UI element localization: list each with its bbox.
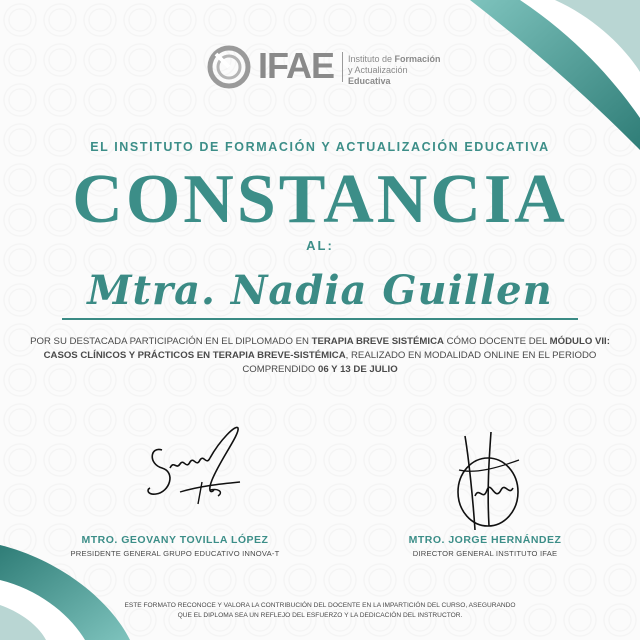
signatory-right-role: DIRECTOR GENERAL INSTITUTO IFAE <box>412 549 558 558</box>
footer-note: ESTE FORMATO RECONOCE Y VALORA LA CONTRIBUCIÓN DEL DOCENTE EN LA IMPARTICIÓN DEL CURSO, ASEGURANDO QUE EL DIPLOMA SEA UN REFLEJO DEL ESFUERZO Y LA DEDICACIÓN DEL INSTRUCTOR. <box>124 602 516 619</box>
to-label: AL: <box>306 238 334 253</box>
ifae-ring-logo-icon <box>206 44 252 90</box>
certificate-title: CONSTANCIA <box>72 161 568 238</box>
institution-heading: EL INSTITUTO DE FORMACIÓN Y ACTUALIZACIÓN EDUCATIVA <box>90 140 550 154</box>
recipient-underline <box>62 318 578 320</box>
logo-subtitle: Instituto de Formación y Actualización Educativa <box>348 54 441 86</box>
signature-left <box>140 420 250 515</box>
logo-divider <box>342 52 343 82</box>
recipient-name: Mtra. Nadia Guillen <box>87 267 553 314</box>
signatory-left-role: PRESIDENTE GENERAL GRUPO EDUCATIVO INNOVA-T <box>70 549 280 558</box>
logo-wordmark: IFAE <box>258 45 335 86</box>
certificate-body: POR SU DESTACADA PARTICIPACIÓN EN EL DIPLOMADO EN TERAPIA BREVE SISTÉMICA CÓMO DOCENTE DEL MÓDULO VII: CASOS CLÍNICOS Y PRÁCTICOS EN TERAPIA BREVE-SISTÉMICA, REALIZADO EN MODALIDAD ONLINE EN EL PERIODO COMPRENDIDO 06 Y 13 DE JULIO <box>30 336 610 375</box>
ifae-logo <box>206 44 446 90</box>
signature-right <box>445 430 535 540</box>
signatory-left-name: MTRO. GEOVANY TOVILLA LÓPEZ <box>81 534 269 546</box>
signatory-right-name: MTRO. JORGE HERNÁNDEZ <box>408 534 562 546</box>
